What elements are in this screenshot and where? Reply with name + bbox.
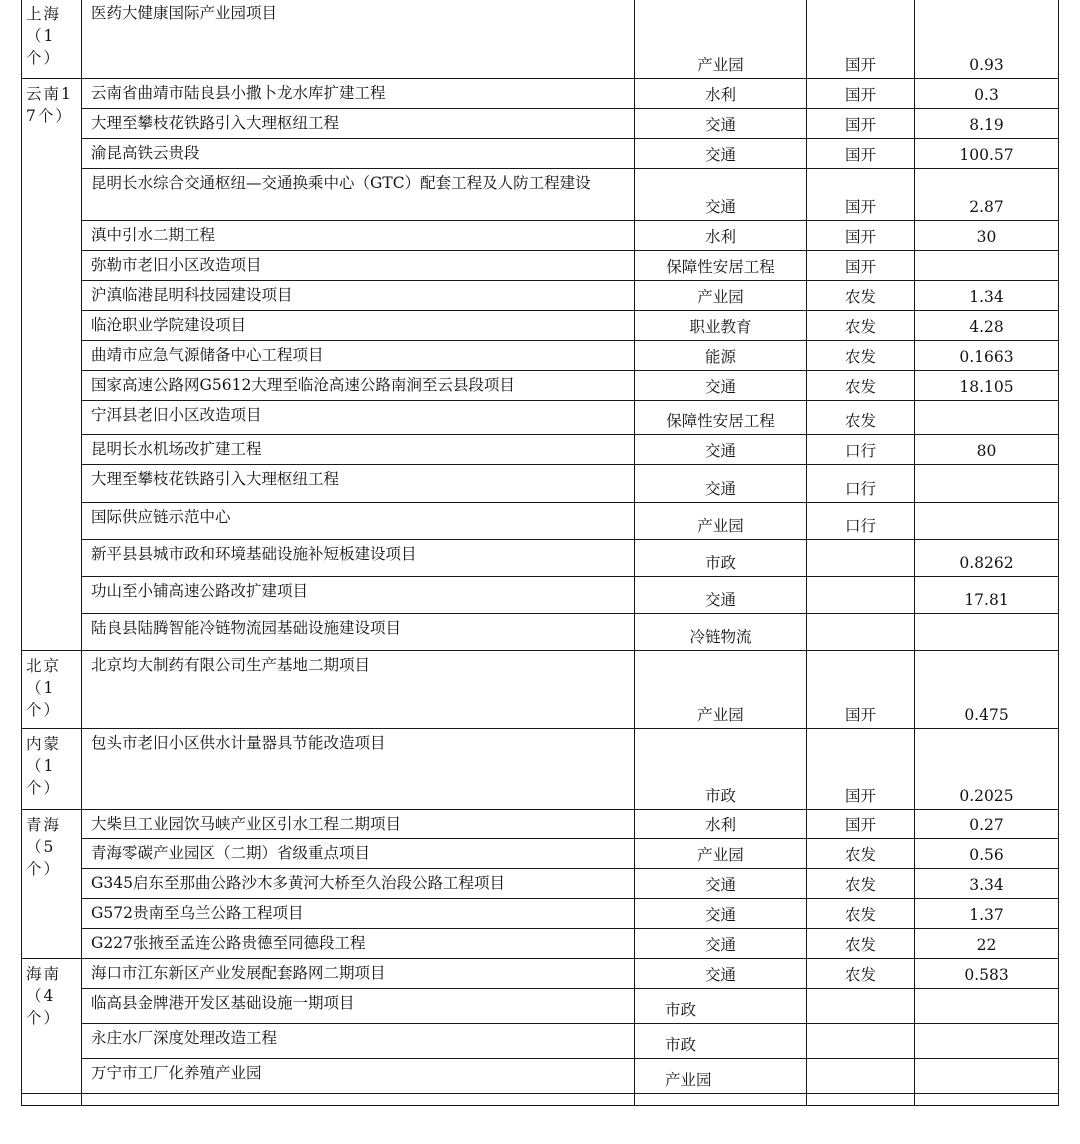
project-table-page [21,0,1058,1106]
table-row [22,371,1059,401]
amount-cell: 0.475 [915,651,1059,729]
amount-cell: 0.8262 [915,540,1059,577]
project-name-cell: 北京均大制药有限公司生产基地二期项目 [82,651,635,729]
fund-source-cell: 农发 [807,311,915,341]
industry-cell: 水利 [635,810,807,839]
project-name-cell: 大理至攀枝花铁路引入大理枢纽工程 [82,465,635,503]
project-name-cell: 包头市老旧小区供水计量器具节能改造项目 [82,729,635,810]
project-name-cell: 曲靖市应急气源储备中心工程项目 [82,341,635,371]
table-row [22,109,1059,139]
fund-source-cell [807,614,915,651]
project-table-body [22,0,1059,1106]
industry-cell: 交通 [635,371,807,401]
fund-source-cell: 农发 [807,929,915,959]
project-name-cell: 国家高速公路网G5612大理至临沧高速公路南涧至云县段项目 [82,371,635,401]
fund-source-cell [807,540,915,577]
industry-cell: 水利 [635,221,807,251]
industry-cell: 交通 [635,435,807,465]
table-row [22,1094,1059,1106]
fund-source-cell: 国开 [807,109,915,139]
table-row [22,435,1059,465]
industry-cell: 市政 [635,540,807,577]
amount-cell: 4.28 [915,311,1059,341]
fund-source-cell: 农发 [807,959,915,989]
empty-cell [22,1094,82,1106]
industry-cell: 冷链物流 [635,614,807,651]
amount-cell [915,503,1059,540]
table-row [22,989,1059,1024]
table-row [22,281,1059,311]
project-name-cell: 滇中引水二期工程 [82,221,635,251]
fund-source-cell: 国开 [807,729,915,810]
industry-cell: 交通 [635,899,807,929]
fund-source-cell: 国开 [807,169,915,221]
fund-source-cell: 农发 [807,839,915,869]
amount-cell: 0.56 [915,839,1059,869]
amount-cell [915,614,1059,651]
industry-cell: 水利 [635,79,807,109]
industry-cell: 产业园 [635,503,807,540]
table-row [22,577,1059,614]
table-row [22,1024,1059,1059]
amount-cell: 3.34 [915,869,1059,899]
project-name-cell: 临高县金牌港开发区基础设施一期项目 [82,989,635,1024]
industry-cell: 能源 [635,341,807,371]
project-name-cell: 云南省曲靖市陆良县小撒卜龙水库扩建工程 [82,79,635,109]
project-name-cell: 昆明长水综合交通枢纽—交通换乘中心（GTC）配套工程及人防工程建设 [82,169,635,221]
project-name-cell: 陆良县陆腾智能冷链物流园基础设施建设项目 [82,614,635,651]
project-table [21,0,1059,1106]
project-name-cell: 海口市江东新区产业发展配套路网二期项目 [82,959,635,989]
region-cell: 内蒙（1个） [22,729,82,810]
amount-cell: 0.27 [915,810,1059,839]
industry-cell: 保障性安居工程 [635,401,807,435]
fund-source-cell: 农发 [807,281,915,311]
fund-source-cell: 农发 [807,899,915,929]
amount-cell [915,989,1059,1024]
industry-cell: 交通 [635,959,807,989]
empty-cell [915,1094,1059,1106]
table-row [22,959,1059,989]
amount-cell [915,1024,1059,1059]
project-name-cell: 大理至攀枝花铁路引入大理枢纽工程 [82,109,635,139]
amount-cell: 0.1663 [915,341,1059,371]
project-name-cell: G572贵南至乌兰公路工程项目 [82,899,635,929]
industry-cell: 交通 [635,169,807,221]
amount-cell: 1.34 [915,281,1059,311]
fund-source-cell: 口行 [807,435,915,465]
fund-source-cell [807,577,915,614]
fund-source-cell [807,1024,915,1059]
table-row [22,729,1059,810]
table-row [22,341,1059,371]
table-row [22,540,1059,577]
table-row [22,810,1059,839]
table-row [22,839,1059,869]
fund-source-cell: 国开 [807,79,915,109]
amount-cell: 0.3 [915,79,1059,109]
industry-cell: 产业园 [635,281,807,311]
project-name-cell: G345启东至那曲公路沙木多黄河大桥至久治段公路工程项目 [82,869,635,899]
project-name-cell: 渝昆高铁云贵段 [82,139,635,169]
amount-cell: 0.93 [915,0,1059,79]
fund-source-cell: 口行 [807,465,915,503]
fund-source-cell: 农发 [807,371,915,401]
table-row [22,614,1059,651]
table-row [22,929,1059,959]
project-name-cell: 国际供应链示范中心 [82,503,635,540]
region-cell: 云南17个） [22,79,82,651]
industry-cell: 交通 [635,465,807,503]
table-row [22,869,1059,899]
table-row [22,0,1059,79]
fund-source-cell: 农发 [807,869,915,899]
region-cell: 上海（1个） [22,0,82,79]
project-name-cell: 临沧职业学院建设项目 [82,311,635,341]
project-name-cell: 沪滇临港昆明科技园建设项目 [82,281,635,311]
amount-cell [915,251,1059,281]
amount-cell: 22 [915,929,1059,959]
industry-cell: 市政 [635,989,807,1024]
industry-cell: 交通 [635,577,807,614]
fund-source-cell [807,1059,915,1094]
project-name-cell: 万宁市工厂化养殖产业园 [82,1059,635,1094]
industry-cell: 产业园 [635,839,807,869]
amount-cell [915,465,1059,503]
fund-source-cell: 国开 [807,139,915,169]
region-cell: 青海（5个） [22,810,82,959]
project-name-cell: 新平县县城市政和环境基础设施补短板建设项目 [82,540,635,577]
industry-cell: 交通 [635,929,807,959]
project-name-cell: 大柴旦工业园饮马峡产业区引水工程二期项目 [82,810,635,839]
table-row [22,1059,1059,1094]
project-name-cell: 永庄水厂深度处理改造工程 [82,1024,635,1059]
project-name-cell: 弥勒市老旧小区改造项目 [82,251,635,281]
table-row [22,169,1059,221]
project-name-cell: 昆明长水机场改扩建工程 [82,435,635,465]
fund-source-cell [807,989,915,1024]
fund-source-cell: 国开 [807,0,915,79]
industry-cell: 产业园 [635,1059,807,1094]
industry-cell: 产业园 [635,651,807,729]
industry-cell: 交通 [635,109,807,139]
project-name-cell: 青海零碳产业园区（二期）省级重点项目 [82,839,635,869]
table-row [22,311,1059,341]
industry-cell: 交通 [635,869,807,899]
fund-source-cell: 国开 [807,651,915,729]
fund-source-cell: 国开 [807,221,915,251]
amount-cell: 18.105 [915,371,1059,401]
amount-cell: 0.583 [915,959,1059,989]
amount-cell: 100.57 [915,139,1059,169]
table-row [22,139,1059,169]
region-cell: 北京（1个） [22,651,82,729]
project-name-cell: 功山至小铺高速公路改扩建项目 [82,577,635,614]
amount-cell [915,1059,1059,1094]
empty-cell [807,1094,915,1106]
table-row [22,503,1059,540]
table-row [22,251,1059,281]
industry-cell: 市政 [635,1024,807,1059]
project-name-cell: 医药大健康国际产业园项目 [82,0,635,79]
fund-source-cell: 国开 [807,810,915,839]
amount-cell: 30 [915,221,1059,251]
industry-cell: 交通 [635,139,807,169]
industry-cell: 保障性安居工程 [635,251,807,281]
fund-source-cell: 国开 [807,251,915,281]
empty-cell [82,1094,635,1106]
amount-cell: 1.37 [915,899,1059,929]
project-name-cell: 宁洱县老旧小区改造项目 [82,401,635,435]
industry-cell: 职业教育 [635,311,807,341]
table-row [22,221,1059,251]
industry-cell: 产业园 [635,0,807,79]
amount-cell: 8.19 [915,109,1059,139]
table-row [22,899,1059,929]
table-row [22,401,1059,435]
fund-source-cell: 农发 [807,341,915,371]
industry-cell: 市政 [635,729,807,810]
region-cell: 海南（4个） [22,959,82,1094]
amount-cell: 80 [915,435,1059,465]
table-row [22,79,1059,109]
fund-source-cell: 农发 [807,401,915,435]
amount-cell: 2.87 [915,169,1059,221]
table-row [22,465,1059,503]
amount-cell: 0.2025 [915,729,1059,810]
amount-cell: 17.81 [915,577,1059,614]
amount-cell [915,401,1059,435]
fund-source-cell: 口行 [807,503,915,540]
table-row [22,651,1059,729]
project-name-cell: G227张掖至孟连公路贵德至同德段工程 [82,929,635,959]
empty-cell [635,1094,807,1106]
